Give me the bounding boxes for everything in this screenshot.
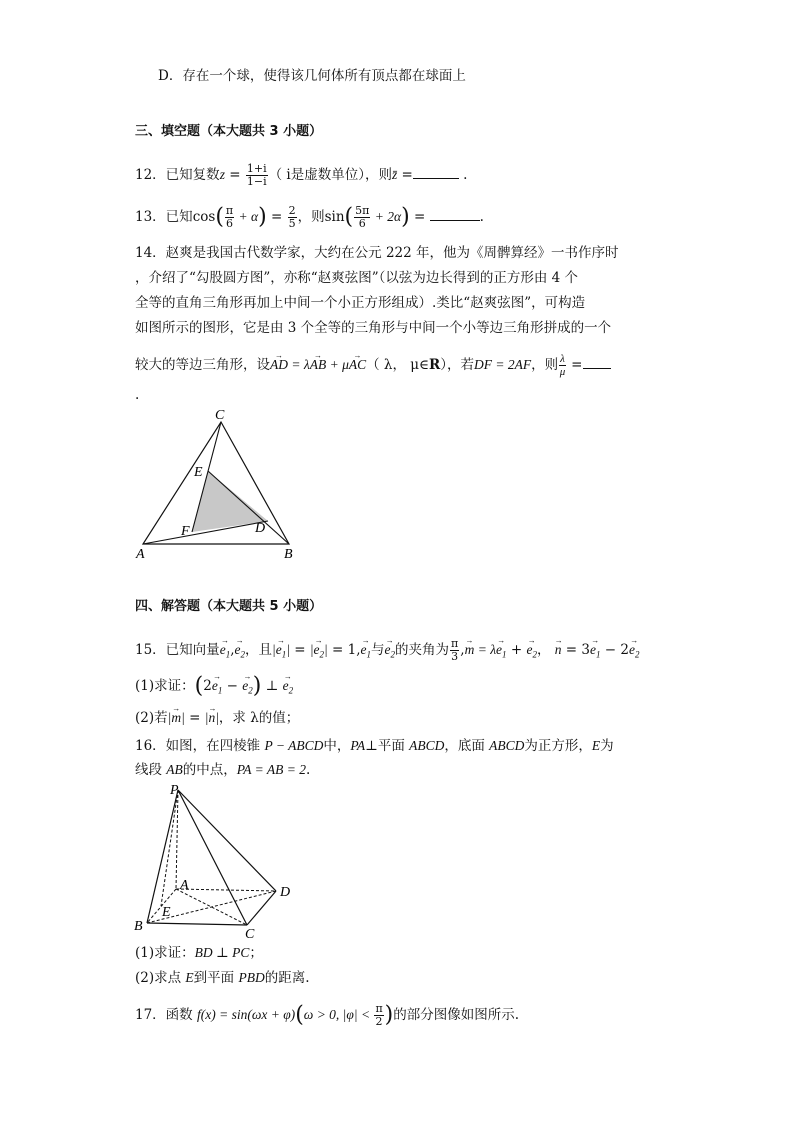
q13-rparen2: ) <box>401 204 410 230</box>
q15-e2b: → $e_2$ <box>385 641 396 664</box>
q12-eq2: = <box>397 167 413 183</box>
q15-vec-m: → m <box>465 641 475 659</box>
q12-fraction <box>246 163 268 188</box>
question-15: 15．已知向量→ $e_1,\to e_2$，且|→ $e_1|$ = |→ $e_2| = 1,\to e_1$与→ $e_2$的夹角为 $\frac{\pi}{3}$ ,→ $m = \lambda\to e_1$ + → $e_2$， → $n = 3\to e_1 - 2\to e_2$ <box>135 638 639 664</box>
q13-blank <box>430 208 480 221</box>
q15-p2-eq: = <box>184 710 205 726</box>
q12-num: 1+i <box>246 162 267 175</box>
q14-line-5 <box>135 353 611 378</box>
q15-e1d: → $e_1$ <box>590 641 601 664</box>
q14-lambda: λ <box>560 353 565 365</box>
q14-line-3: 全等的直角三角形再加上中间一个小正方形组成）.类比“赵爽弦图”，可构造 <box>135 295 586 311</box>
q15-with: 与 <box>371 642 385 658</box>
q14-real-set: R <box>429 357 441 373</box>
q14-line-4: 如图所示的图形，它是由 3 个全等的三角形与中间一个小等边三角形拼成的一个 <box>135 320 612 336</box>
q15-part-1: (1)求证：($2\to e_1$ − → $e_2$) ⊥ → $e_2$ <box>135 677 293 700</box>
q16-label-p: P <box>170 783 179 798</box>
q15-e1b: → $e_1$ <box>361 641 372 664</box>
q17-pi-over-2: $\frac{\pi}{2}$ <box>375 1002 383 1028</box>
q14-cond-end: ），若 <box>440 357 475 373</box>
q14-then: ，则 <box>531 357 559 373</box>
q13-pi: π <box>225 204 234 217</box>
q14-vec-ad: → AD <box>270 356 288 374</box>
q12-den: 1−i <box>246 175 267 188</box>
q13-two: 2 <box>288 204 296 217</box>
q13-cos: cos <box>192 209 216 225</box>
q16-edge-pe <box>161 790 178 906</box>
q16-edge-bc <box>147 923 247 925</box>
q16-part-1: (1)求证：BD ⊥ PC； <box>135 945 263 961</box>
q14-label-d: D <box>255 521 266 536</box>
q14-label-a: A <box>136 547 145 562</box>
q12-eq: = <box>224 167 245 183</box>
q16-label-d: D <box>280 885 291 900</box>
q16-part-2: (2)求点 E到平面 PBD的距离. <box>135 970 310 986</box>
q16-label-a: A <box>180 878 189 893</box>
q14-line-2: ，介绍了“勾股圆方图”，亦称“赵爽弦图”（以弦为边长得到的正方形由 4 个 <box>135 270 579 286</box>
q15-p1-coef: 2 <box>203 678 212 694</box>
q13-eq: = <box>266 209 287 225</box>
q17-condition: ω > 0, |φ| < <box>303 1007 374 1022</box>
q16-label-e: E <box>162 905 171 920</box>
q15-prefix: 15．已知向量 <box>135 642 220 658</box>
q16-edge-pa <box>176 790 178 889</box>
q16-edge-ad <box>176 889 276 891</box>
q15-part-2 <box>135 709 299 727</box>
q15-p1-label: (1)求证： <box>135 678 195 694</box>
q16-line-1: 16．如图，在四棱锥 P − ABCD中，PA⊥平面 ABCD，底面 ABCD为正方形，E为 <box>135 738 614 754</box>
q13-five: 5 <box>288 217 296 230</box>
q15-angle: 的夹角为 <box>395 642 450 658</box>
q13-pi-over-6 <box>225 205 234 230</box>
q13-end: . <box>479 209 484 225</box>
q14-eq2: = <box>566 357 583 373</box>
q15-p1-e2: → $e_2$ <box>242 677 253 700</box>
q15-p2-label: (2)若 <box>135 710 168 726</box>
q14-figure <box>128 405 308 565</box>
q16-figure <box>128 782 308 942</box>
q14-df-eq: DF = 2AF <box>474 357 532 372</box>
q12-prefix: 12．已知复数 <box>135 167 220 183</box>
q15-p1-perp: ⊥ <box>261 678 283 694</box>
q14-cond: （ λ， μ∈ <box>366 357 430 373</box>
q15-e1c: → $e_1$ <box>496 641 507 664</box>
q11-option-d: D．存在一个球，使得该几何体所有顶点都在球面上 <box>158 68 466 84</box>
q15-p1-e1: → $e_1$ <box>212 677 223 700</box>
q13-sin: sin <box>324 209 345 225</box>
q15-vec-n: → n <box>555 641 562 659</box>
q15-plus: + <box>506 642 527 658</box>
q16-edge-pb <box>147 790 178 923</box>
q13-5pi: 5π <box>355 204 370 217</box>
q14-label-e: E <box>194 465 203 480</box>
q14-vec-ac: → AC <box>349 356 366 374</box>
q15-and: ，且 <box>244 642 272 658</box>
q13-six2: 6 <box>358 217 366 230</box>
q13-lparen2: ( <box>344 204 354 230</box>
q15-e2c: → $e_2$ <box>526 641 537 664</box>
q13-six: 6 <box>226 217 234 230</box>
q16-edge-pd <box>178 790 276 891</box>
q16-edge-pc <box>178 790 247 925</box>
q14-plus: + μ <box>326 357 349 372</box>
q13-prefix: 13．已知 <box>135 209 193 225</box>
q16-edge-cd <box>247 891 276 925</box>
q14-eq: = λ <box>288 357 310 372</box>
question-13 <box>135 205 484 230</box>
q15-p1-e2b: → $e_2$ <box>283 677 294 700</box>
q13-then: ，则 <box>297 209 325 225</box>
q14-mu: μ <box>559 366 566 378</box>
question-12 <box>135 163 467 188</box>
q15-p2-abs-n: |→ n| <box>205 710 219 725</box>
q13-plus-alpha: + α <box>235 209 259 224</box>
q13-eq2: = <box>409 209 430 225</box>
q15-p2-abs-m: |→ m| <box>168 710 185 725</box>
section-4-title: 四、解答题（本大题共 5 小题） <box>135 599 323 614</box>
q16-label-b: B <box>134 919 143 934</box>
q15-neq: = 3 <box>561 642 590 658</box>
q13-5pi-over-6 <box>354 205 370 230</box>
question-17: 17．函数 f(x) = sin(ωx + φ)(ω > 0, |φ| < $\frac{\pi}{2}$ )的部分图像如图所示. <box>135 1002 520 1028</box>
q12-end: . <box>458 167 468 183</box>
q16-label-c: C <box>245 927 255 942</box>
q14-trailing-dot: . <box>135 387 140 403</box>
q15-eqone: = 1, <box>327 642 361 658</box>
q12-z: z <box>219 167 225 182</box>
q14-label-c: C <box>215 408 225 423</box>
q16-line-2: 线段 AB的中点，PA = AB = 2. <box>135 762 311 778</box>
q15-meq: = λ <box>474 642 497 657</box>
q15-e2d: → $e_2$ <box>629 641 640 664</box>
q15-e1: → $e_1$ <box>220 641 231 664</box>
q15-p1-minus: − <box>222 678 243 694</box>
q15-pi-over-3: $\frac{\pi}{3}$ <box>451 637 459 663</box>
q12-zbar: z̄ <box>391 167 398 182</box>
section-3-title: 三、填空题（本大题共 3 小题） <box>135 124 323 139</box>
q16-pyramid: P − ABCD <box>264 738 324 753</box>
q16-pa-eq: PA = AB = 2 <box>236 762 307 777</box>
q14-label-b: B <box>284 547 293 562</box>
q13-rparen: ) <box>258 204 267 230</box>
q15-abs-e2: |→ $e_2|$ <box>310 642 328 657</box>
q17-function: f(x) = sin(ωx + φ) <box>196 1007 296 1022</box>
q14-vec-ab: → AB <box>310 356 327 374</box>
q15-p2-end: ，求 λ的值； <box>218 710 300 726</box>
q14-label-f: F <box>181 524 190 539</box>
q13-two-fifths <box>288 205 297 230</box>
q14-blank <box>583 356 611 369</box>
q15-comma: , <box>230 642 235 658</box>
q12-blank <box>413 166 459 179</box>
q12-mid: （ i是虚数单位），则 <box>268 167 392 183</box>
q14-lambda-over-mu <box>559 353 566 378</box>
q15-e2: → $e_2$ <box>234 641 245 664</box>
q15-abs-e1: |→ $e_1|$ <box>272 642 290 657</box>
q14-line5-text: 较大的等边三角形，设 <box>135 357 270 373</box>
q13-plus-2alpha: + 2α <box>371 209 402 224</box>
q16-p1-expr: BD ⊥ PC <box>194 945 250 960</box>
q15-minus: − 2 <box>600 642 629 658</box>
q14-line-1: 14．赵爽是我国古代数学家，大约在公元 222 年，他为《周髀算经》一书作序时 <box>135 245 619 261</box>
q13-lparen: ( <box>215 204 224 230</box>
